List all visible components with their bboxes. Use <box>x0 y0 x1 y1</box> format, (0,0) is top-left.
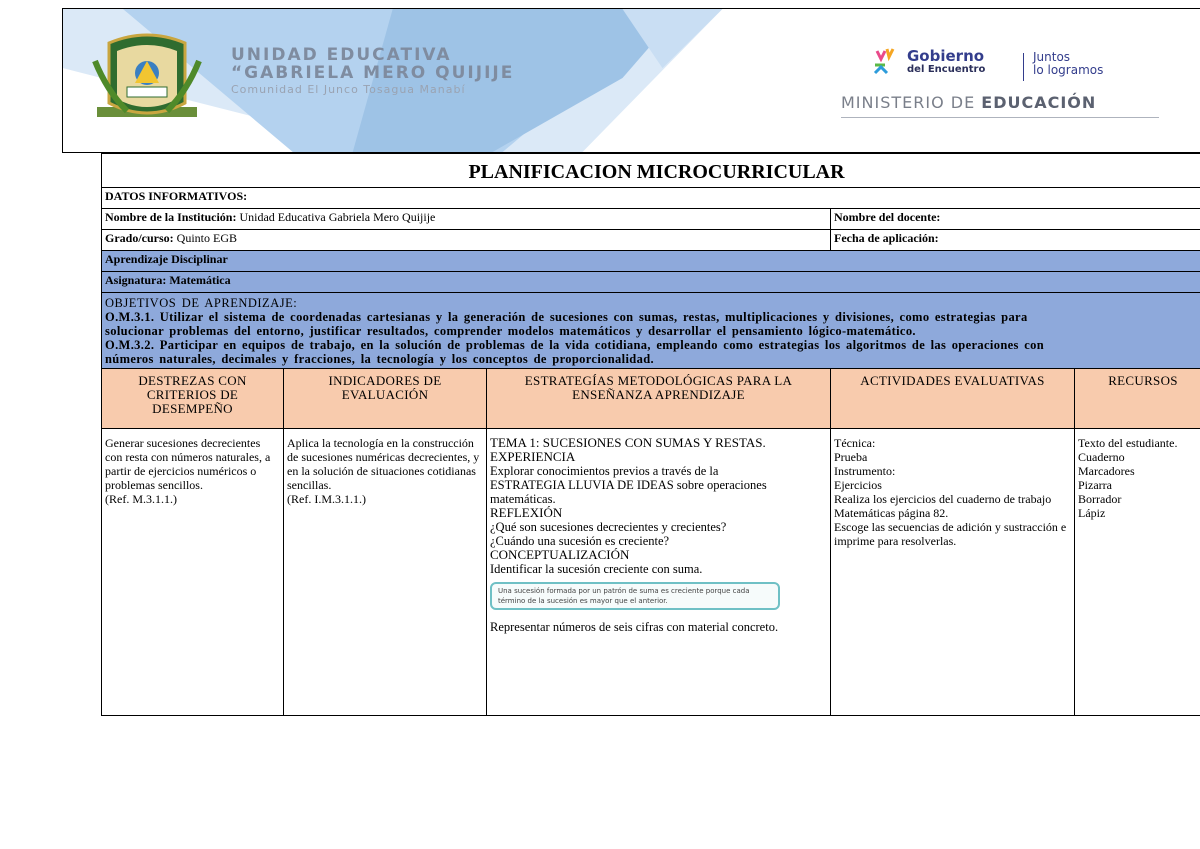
asignatura: Asignatura: Matemática <box>102 272 1200 293</box>
planning-table <box>101 153 1200 716</box>
school-name <box>231 45 514 96</box>
resource-item: Cuaderno <box>1078 450 1125 464</box>
estrategias-cell <box>487 429 831 716</box>
objectives-title: OBJETIVOS DE APRENDIZAJE: <box>105 296 298 310</box>
ministry-light: MINISTERIO DE <box>841 93 982 112</box>
definition-note-box: Una sucesión formada por un patrón de suma es creciente porque cada término de la sucesión es mayor que el anterior. <box>490 582 780 610</box>
column-header-destrezas: DESTREZAS CON CRITERIOS DE DESEMPEÑO <box>102 369 284 429</box>
resource-item: Lápiz <box>1078 506 1106 520</box>
ministry-bold: EDUCACIÓN <box>981 93 1097 112</box>
question-2: ¿Cuándo una sucesión es creciente? <box>490 534 670 548</box>
column-header-actividades: ACTIVIDADES EVALUATIVAS <box>831 369 1075 429</box>
school-line-1: UNIDAD EDUCATIVA <box>231 45 452 65</box>
question-1: ¿Qué son sucesiones decrecientes y crecientes? <box>490 520 727 534</box>
indicadores-ref: (Ref. I.M.3.1.1.) <box>287 492 366 506</box>
gov-separator <box>1023 53 1024 81</box>
datos-informativos: DATOS INFORMATIVOS: <box>102 188 1200 209</box>
column-header-recursos: RECURSOS <box>1075 369 1200 429</box>
representar-text: Representar números de seis cifras con material concreto. <box>490 620 779 634</box>
institution-value: Unidad Educativa Gabriela Mero Quijije <box>236 210 436 224</box>
destrezas-cell <box>102 429 284 716</box>
topic-title: TEMA 1: SUCESIONES CON SUMAS Y RESTAS. <box>490 435 766 450</box>
government-logo-block <box>841 43 1191 123</box>
resource-item: Texto del estudiante. <box>1078 436 1178 450</box>
objective-1-line-1: O.M.3.1. Utilizar el sistema de coordenadas cartesianas y la generación de sucesiones con sumas, restas, multiplicaciones y divisiones, como estrategias para <box>105 310 1028 324</box>
instrumento-value: Ejercicios <box>834 478 882 492</box>
reflexion-heading: REFLEXIÓN <box>490 505 563 520</box>
learning-objectives <box>102 293 1200 369</box>
resource-item: Pizarra <box>1078 478 1112 492</box>
grade-value: Quinto EGB <box>173 231 238 245</box>
actividades-cell <box>831 429 1075 716</box>
instrumento-label: Instrumento: <box>834 464 896 478</box>
aprendizaje-disciplinar: Aprendizaje Disciplinar <box>102 251 1200 272</box>
school-seal-logo <box>87 31 207 131</box>
escoge-text: Escoge las secuencias de adición y sustracción e imprime para resolverlas. <box>834 520 1067 548</box>
gov-motto-2: lo logramos <box>1033 63 1104 77</box>
column-header-indicadores: INDICADORES DE EVALUACIÓN <box>284 369 487 429</box>
document-title: PLANIFICACION MICROCURRICULAR <box>102 154 1200 188</box>
institution-label: Nombre de la Institución: <box>105 210 237 224</box>
gov-sub: del Encuentro <box>907 64 986 75</box>
date-label: Fecha de aplicación: <box>831 230 1200 251</box>
government-wordmark <box>907 49 985 77</box>
institution-cell <box>102 209 831 230</box>
gov-motto-1: Juntos <box>1033 50 1071 64</box>
objective-1-line-2: solucionar problemas del entorno, justificar resultados, comprender modelos matemáticos y desarrollar el pensamiento lógico-matemático. <box>105 324 916 338</box>
school-line-2: “GABRIELA MERO QUIJIJE <box>231 63 515 83</box>
conceptualizacion-heading: CONCEPTUALIZACIÓN <box>490 547 630 562</box>
indicadores-cell <box>284 429 487 716</box>
realiza-text: Realiza los ejercicios del cuaderno de trabajo Matemáticas página 82. <box>834 492 1052 520</box>
destrezas-text: Generar sucesiones decrecientes con resta con números naturales, a partir de ejercicios numéricos o problemas sencillos. <box>105 436 271 492</box>
experiencia-heading: EXPERIENCIA <box>490 449 576 464</box>
objective-2-line-2: números naturales, decimales y fracciones, la tecnología y los conceptos de proporcionalidad. <box>105 352 654 366</box>
objective-2-line-1: O.M.3.2. Participar en equipos de trabajo, en la solución de problemas de la vida cotidiana, empleando como estrategias los algoritmos de las operaciones con <box>105 338 1045 352</box>
grade-label: Grado/curso: <box>105 231 174 245</box>
teacher-name-label: Nombre del docente: <box>831 209 1200 230</box>
identificar-text: Identificar la sucesión creciente con suma. <box>490 562 703 576</box>
ministry-underline <box>841 117 1159 118</box>
experiencia-line-2: ESTRATEGIA LLUVIA DE IDEAS sobre operaciones <box>490 478 767 492</box>
grade-cell <box>102 230 831 251</box>
header-banner <box>62 8 1200 153</box>
tecnica-label: Técnica: <box>834 436 876 450</box>
resource-item: Marcadores <box>1078 464 1135 478</box>
indicadores-text: Aplica la tecnología en la construcción de sucesiones numéricas decrecientes, y en la solución de situaciones cotidianas sencillas. <box>287 436 480 492</box>
gov-motto <box>1033 51 1103 77</box>
school-location: Comunidad El Junco Tosagua Manabí <box>231 83 466 96</box>
ministry-name <box>841 93 1096 112</box>
tecnica-value: Prueba <box>834 450 868 464</box>
experiencia-line-3: matemáticas. <box>490 492 556 506</box>
recursos-cell <box>1075 429 1200 716</box>
destrezas-ref: (Ref. M.3.1.1.) <box>105 492 177 506</box>
gov-word: Gobierno <box>907 47 985 65</box>
government-star-icon <box>871 45 907 81</box>
experiencia-line-1: Explorar conocimientos previos a través de la <box>490 464 719 478</box>
resource-item: Borrador <box>1078 492 1122 506</box>
column-header-estrategias: ESTRATEGÍAS METODOLÓGICAS PARA LA ENSEÑANZA APRENDIZAJE <box>487 369 831 429</box>
